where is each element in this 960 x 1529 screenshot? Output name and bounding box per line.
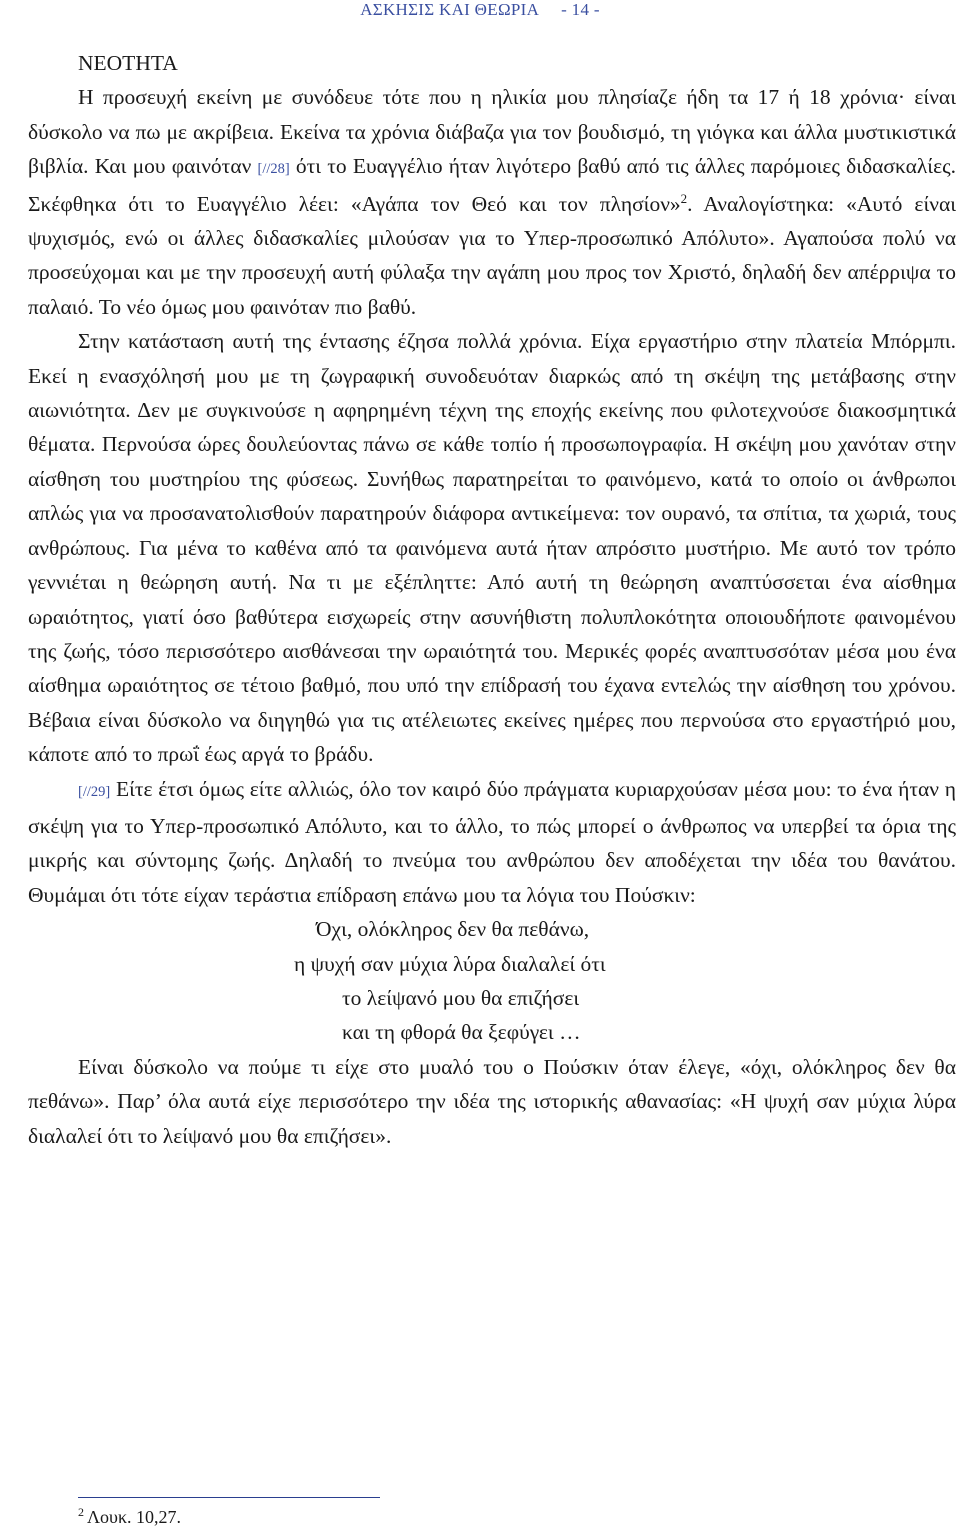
footnote-reference[interactable]: 2: [680, 190, 688, 206]
poem-line: και τη φθορά θα ξεφύγει …: [342, 1020, 581, 1045]
paragraph-3-text: Είτε έτσι όμως είτε αλλιώς, όλο τον καιρό δύο πράγματα κυριαρχούσαν μέσα μου: το ένα ήταν η σκέψη για το Υπερ-προσωπικό Απόλυτο, και το άλλο, το πώς μπορεί ο άνθρωπος να υπερβεί τα όρια της μικρής και σύντομης ζωής. Δηλαδή το πνεύμα του ανθρώπου δεν αποδέχεται την ιδέα του θανάτου. Θυμάμαι ότι τότε είχαν τεράστια επίδραση επάνω μου τα λόγια του Πούσκιν:: [28, 776, 956, 907]
poem-line: η ψυχή σαν μύχια λύρα διαλαλεί ότι: [294, 951, 606, 976]
poem-quote: [28, 912, 956, 1050]
body-text: [28, 46, 956, 1153]
paragraph-4: Είναι δύσκολο να πούμε τι είχε στο μυαλό του ο Πούσκιν όταν έλεγε, «όχι, ολόκληρος δεν θα πεθάνω». Παρ’ όλα αυτά είχε περισσότερο την ιδέα της ιστορικής αθανασίας: «Η ψυχή σαν μύχια λύρα διαλαλεί ότι το λείψανό μου θα επιζήσει».: [28, 1054, 956, 1148]
footnote-text: Λουκ. 10,27.: [87, 1507, 182, 1527]
poem-line: Όχι, ολόκληρος δεν θα πεθάνω,: [316, 917, 590, 942]
section-heading: ΝΕΟΤΗΤΑ: [78, 51, 178, 75]
poem-line: το λείψανό μου θα επιζήσει: [342, 985, 580, 1010]
paragraph-1-part-a: Η προσευχή εκείνη με συνόδευε τότε που η ηλικία μου πλησίαζε ήδη τα 17 ή 18 χρόνια· είναι δύσκολο να πω με ακρίβεια. Εκείνα τα χρόνια διάβαζα για τον βουδισμό, τη γιόγκα και άλλα μυστικιστικά βιβλία. Και μου φαινόταν: [28, 85, 956, 179]
footnote-divider: [78, 1497, 380, 1498]
page-marker-28: [//28]: [257, 161, 290, 178]
paragraph-1-part-c: . Αναλογίστηκα: «Αυτό είναι ψυχισμός, ενώ οι άλλες διδασκαλίες μιλούσαν για το Υπερ-προσωπικό Απόλυτο». Αγαπούσα πολύ να προσεύχομαι και με την προσευχή αυτή φύλαξα την αγάπη μου προς τον Χριστό, δηλαδή δεν απέρριψα το παλαιό. Το νέο όμως μου φαινόταν πιο βαθύ.: [28, 191, 956, 319]
header-title: ΑΣΚΗΣΙΣ ΚΑΙ ΘΕΩΡΙΑ: [360, 0, 540, 19]
paragraph-2: Στην κατάσταση αυτή της έντασης έζησα πολλά χρόνια. Είχα εργαστήριο στην πλατεία Μπόρμπι. Εκεί η ενασχόλησή μου με τη ζωγραφική συνοδευόταν διαρκώς από τη σκέψη της μετάβασης στην αιωνιότητα. Δεν με συγκινούσε η αφηρημένη τέχνη της εποχής εκείνης που φιλοτεχνούσε διακοσμητικά θέματα. Περνούσα ώρες δουλεύοντας πάνω σε κάθε τοπίο ή προσωπογραφία. Η σκέψη μου χανόταν στην αίσθηση του μυστηρίου της φύσεως. Συνήθως παρατηρείται το φαινόμενο, κατά το οποίο οι άνθρωποι απλώς για να προσανατολισθούν παρατηρούν διάφορα αντικείμενα: τον ουρανό, τα σπίτια, τα χωριά, τους ανθρώπους. Για μένα το καθένα από τα φαινόμενα αυτά ήταν απρόσιτο μυστήριο. Με αυτό τον τρόπο γεννιέται η θεώρηση αυτή. Να τι με εξέπληττε: Από αυτή τη θεώρηση αναπτύσσεται ένα αίσθημα ωραιότητος, γιατί όσο βαθύτερα εισχωρείς στην ασυνήθιστη πολυπλοκότητα οποιουδήποτε φαινομένου της ζωής, τόσο περισσότερο αισθάνεσαι την ωραιότητά του. Μερικές φορές αναπτυσσόταν μέσα μου ένα αίσθημα ωραιότητος σε τέτοιο βαθμό, που υπό την επίδρασή του έχανα εντελώς την αίσθηση του χρόνου. Βέβαια είναι δύσκολο να διηγηθώ για τις ατέλειωτες εκείνες ημέρες που περνούσα στο εργαστήριό μου, κάποτε από το πρωΐ έως αργά το βράδυ.: [28, 329, 956, 767]
paragraph-1: [28, 80, 956, 324]
footnote-number: 2: [78, 1505, 84, 1519]
running-header: [0, 0, 960, 20]
page-marker-29: [//29]: [78, 783, 111, 800]
paragraph-3: [28, 772, 956, 913]
header-page-number: - 14 -: [561, 0, 600, 19]
paragraph-1-part-b: ότι το Ευαγγέλιο ήταν λιγότερο βαθύ από τις άλλες παρόμοιες διδασκαλίες. Σκέφθηκα ότι το Ευαγγέλιο λέει: «Αγάπα τον Θεό και τον πλησίον»: [28, 154, 957, 216]
footnote: [78, 1506, 181, 1528]
